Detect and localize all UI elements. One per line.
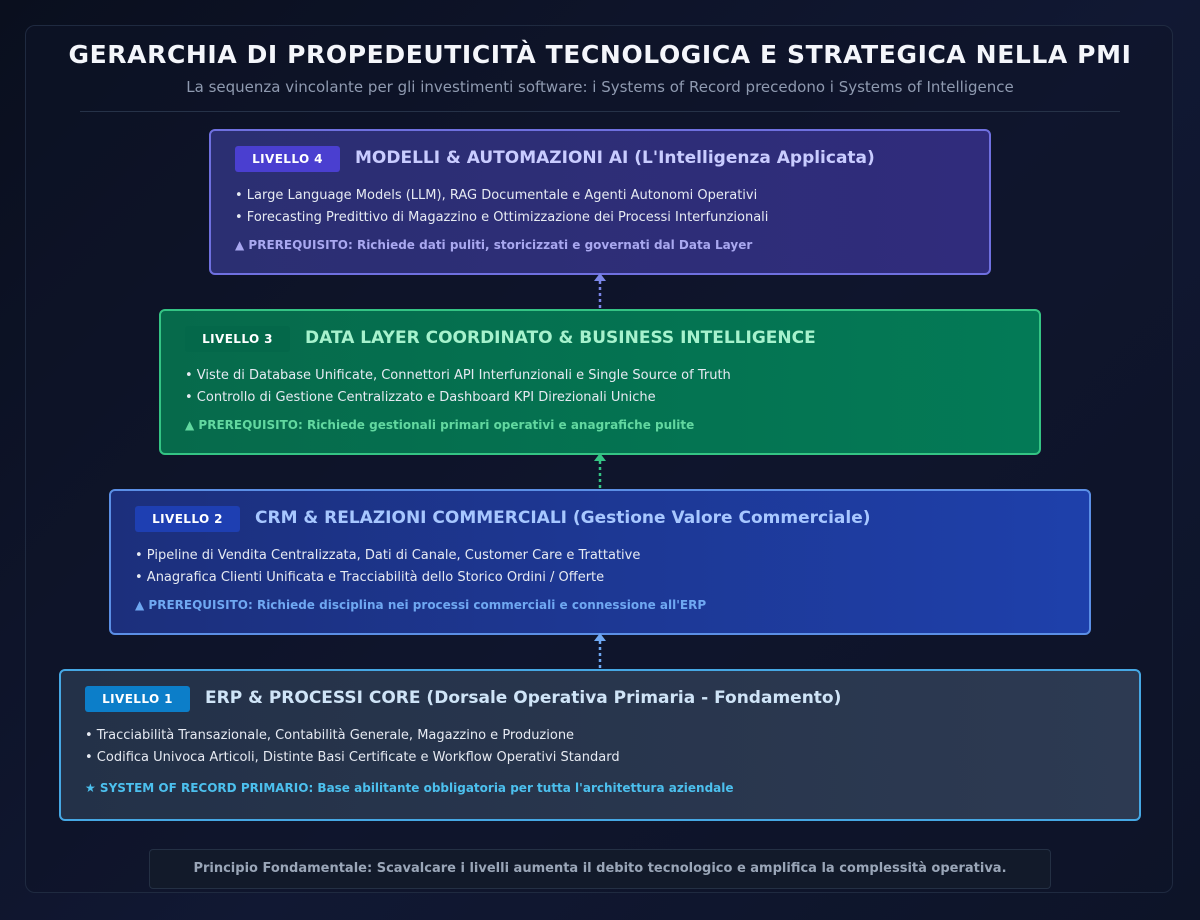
level-3-box: [159, 309, 1041, 455]
level-bullets: [185, 365, 731, 409]
system-of-record-note: ★ SYSTEM OF RECORD PRIMARIO: Base abilitante obbligatoria per tutta l'architettura aziendale: [85, 781, 734, 795]
level-1-box: [59, 669, 1141, 821]
bullet-item: • Codifica Univoca Articoli, Distinte Basi Certificate e Workflow Operativi Standard: [85, 750, 620, 765]
bullet-item: • Tracciabilità Transazionale, Contabilità Generale, Magazzino e Produzione: [85, 728, 575, 743]
level-bullets: [235, 185, 768, 229]
bullet-item: • Viste di Database Unificate, Connettori API Interfunzionali e Single Source of Truth: [185, 368, 731, 383]
level-badge: LIVELLO 2: [135, 506, 240, 532]
level-2-box: [109, 489, 1091, 635]
level-4-box: [209, 129, 991, 275]
arrow-up-icon: [594, 453, 606, 489]
arrow-up-icon: [594, 633, 606, 669]
level-title: MODELLI & AUTOMAZIONI AI (L'Intelligenza Applicata): [355, 148, 875, 168]
level-badge: LIVELLO 3: [185, 326, 290, 352]
page-subtitle: La sequenza vincolante per gli investimenti software: i Systems of Record precedono i Systems of Intelligence: [186, 78, 1014, 96]
bullet-item: • Anagrafica Clienti Unificata e Tracciabilità dello Storico Ordini / Offerte: [135, 570, 605, 585]
bullet-item: • Forecasting Predittivo di Magazzino e Ottimizzazione dei Processi Interfunzionali: [235, 210, 769, 225]
bullet-item: • Pipeline di Vendita Centralizzata, Dati di Canale, Customer Care e Trattative: [135, 548, 641, 563]
level-badge: LIVELLO 1: [85, 686, 190, 712]
arrow-up-icon: [594, 273, 606, 309]
level-badge: LIVELLO 4: [235, 146, 340, 172]
prerequisite-note: ▲ PREREQUISITO: Richiede gestionali primari operativi e anagrafiche pulite: [185, 418, 695, 432]
level-title: DATA LAYER COORDINATO & BUSINESS INTELLIGENCE: [305, 328, 816, 348]
bullet-item: • Large Language Models (LLM), RAG Documentale e Agenti Autonomi Operativi: [235, 188, 758, 203]
footer-principle: Principio Fondamentale: Scavalcare i livelli aumenta il debito tecnologico e amplifica la complessità operativa.: [149, 849, 1051, 889]
page-title: GERARCHIA DI PROPEDEUTICITÀ TECNOLOGICA E STRATEGICA NELLA PMI: [68, 40, 1132, 69]
header-divider: [80, 111, 1120, 112]
prerequisite-note: ▲ PREREQUISITO: Richiede dati puliti, storicizzati e governati dal Data Layer: [235, 238, 753, 252]
level-title: ERP & PROCESSI CORE (Dorsale Operativa Primaria - Fondamento): [205, 688, 842, 708]
level-bullets: [135, 545, 640, 589]
prerequisite-note: ▲ PREREQUISITO: Richiede disciplina nei processi commerciali e connessione all'ERP: [135, 598, 707, 612]
level-bullets: [85, 725, 620, 769]
bullet-item: • Controllo di Gestione Centralizzato e Dashboard KPI Direzionali Uniche: [185, 390, 656, 405]
level-title: CRM & RELAZIONI COMMERCIALI (Gestione Valore Commerciale): [255, 508, 871, 528]
